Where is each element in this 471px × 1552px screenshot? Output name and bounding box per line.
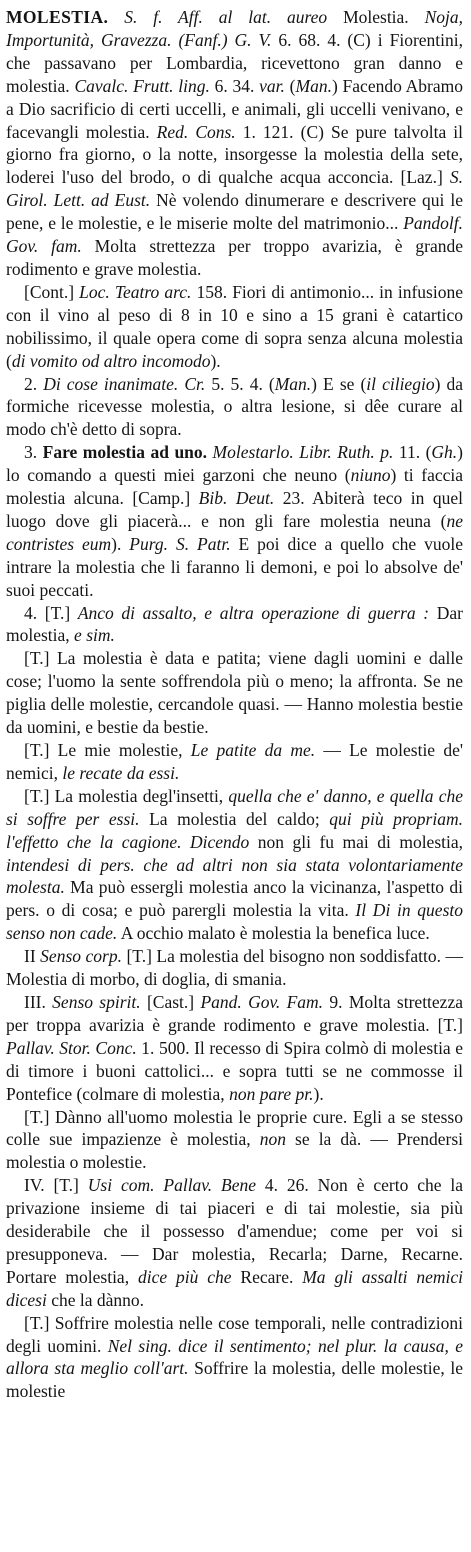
entry-text: [Cont.] (24, 281, 80, 302)
entry-text: 4. 26. Non è certo che la privazione insieme di tai piaceri e di tai molestie, sia più desiderabile che il possesso d'amendue; come per voi si presupponeva. — Dar molestia, Recarla; Darne, Recarne. Portare molestia, (6, 1175, 463, 1287)
italic-text: non (259, 1129, 286, 1150)
italic-text: intendesi di pers. che ad altri non sia stata volontariamente molesta. (6, 854, 463, 898)
entry-paragraph (6, 602, 463, 648)
italic-text: il ciliegio (366, 373, 435, 394)
italic-text: di vomito od altro incomodo (11, 350, 211, 371)
entry-text: [T.] La molestia è data e patita; viene dagli uomini e dalle cose; l'uomo la sente soffrendola più o meno; la affronta. Se ne piglia delle molestie, cercandole quasi. — Hanno molestia bestie da uomini, e bestie da bestie. (6, 648, 463, 738)
italic-text: Di cose inanimate. Cr. (43, 373, 206, 394)
italic-text: Purg. S. Patr. (129, 533, 231, 554)
entry-text: ) ti faccia molestia alcuna. [Camp.] (6, 465, 463, 509)
entry-text: [T.] La molestia del bisogno non soddisfatto. — Molestia di morbo, di doglia, di smania. (6, 946, 463, 990)
entry-paragraph (6, 739, 463, 785)
entry-text: non gli fu mai di molestia, (249, 831, 464, 852)
italic-text: S. Girol. Lett. ad Eust. (6, 167, 463, 211)
italic-text: Man. (295, 75, 332, 96)
entry-paragraph (6, 6, 463, 281)
italic-text: Nel sing. dice il sentimento; nel plur. la causa, e allora sta meglio coll'art. (6, 1335, 464, 1379)
entry-paragraph (6, 945, 463, 991)
italic-text: Senso corp. (40, 946, 122, 967)
entry-text: 1. 121. (C) Se pure talvolta il giorno fra giorno, o la notte, insorgesse la molestia della sete, loderei l'uso del brodo, o di qualche acqua acconcia. [Laz.] (6, 121, 463, 188)
italic-text: dice più che (137, 1266, 232, 1287)
entry-text: 2. (24, 373, 44, 394)
entry-paragraph (6, 1106, 463, 1175)
italic-text: Red. Cons. (156, 121, 236, 142)
entry-text: ) lo comando a questi miei garzoni che neuno ( (6, 442, 463, 486)
italic-text: e sim. (74, 625, 115, 646)
entry-paragraph (6, 647, 463, 739)
entry-text: ) da formiche ricevesse molestia, o altra lesione, si dêe curare al modo ch'è detto di sopra. (6, 373, 463, 440)
entry-paragraph (6, 441, 463, 601)
entry-text: II (24, 946, 41, 967)
entry-text: ). (111, 533, 130, 554)
italic-text: Dicendo (189, 831, 250, 852)
entry-text: IV. [T.] (24, 1175, 88, 1196)
entry-text: 158. Fiori di antimonio... in infusione con il vino al peso di 8 in 10 e sino a 15 grani è catartico nobilissimo, il quale opera come di sopra senza alcuna molestia ( (6, 281, 463, 371)
entry-text: ) Facendo Abramo a Dio sacrificio di certi uccelli, e animali, gli uccelli venivano, e facevangli molestia. (6, 75, 463, 142)
italic-text: S. f. Aff. al lat. aureo (124, 7, 328, 27)
entry-text: E poi dice a quello che vuole intrare la molestia che li faranno li demoni, e poi lo absolve de' suoi peccati. (6, 533, 464, 600)
bold-phrase: Fare molestia ad uno. (42, 442, 208, 463)
entry-text: se la dà. — Prendersi molestia o molestie. (6, 1129, 463, 1173)
entry-text: 9. Molta strettezza per troppa avarizia è grande rodimento e grave molestia. [T.] (6, 991, 463, 1035)
entry-text: La molestia del caldo; (139, 808, 330, 829)
entry-text: Ma può essergli molestia anco la vicinanza, l'aspetto di pers. o di cosa; e può parergli molestia la vita. (6, 877, 463, 921)
entry-text: che la dànno. (46, 1289, 145, 1310)
entry-paragraph (6, 281, 463, 373)
italic-text: le recate da essi. (62, 762, 180, 783)
entry-text (181, 832, 190, 852)
italic-text: Pallav. Stor. Conc. (6, 1037, 137, 1058)
entry-paragraph (6, 991, 463, 1106)
italic-text: Pand. Gov. Fam. (200, 991, 324, 1012)
italic-text: Molestarlo. Libr. Ruth. p. (212, 442, 394, 463)
italic-text: Pandolf. Gov. fam. (6, 213, 463, 257)
italic-text: qui più propriam. l'effetto che la cagione. (6, 808, 463, 852)
entry-text: ). (313, 1083, 324, 1104)
entry-text: Soffrire la molestia, delle molestie, le molestie (6, 1358, 463, 1402)
italic-text: Ma gli assalti nemici dicesi (6, 1266, 464, 1310)
entry-text: [T.] Le mie molestie, (24, 740, 191, 760)
entry-text: [T.] Soffrire molestia nelle cose temporali, nelle contradizioni degli uomini. (6, 1312, 463, 1356)
entry-text: Molta strettezza per troppo avarizia, è grande rodimento e grave molestia. (6, 236, 463, 279)
italic-text: var. (259, 75, 285, 96)
entry-text: 1. 500. Il recesso di Spira colmò di molestia e di timore i buoni cattolici... e sopra tutti se ne commosse il Pontefice (colmare di molestia, (6, 1037, 463, 1104)
italic-text: ne contristes eum (6, 510, 463, 554)
italic-text: Man. (274, 373, 312, 394)
entry-text: 6. 68. 4. (C) i Fiorentini, che passavano per Lombardia, ricevettono gran danno e molestia. (6, 29, 464, 96)
entry-paragraph (6, 1174, 463, 1311)
entry-text: Dar molestia, (6, 602, 464, 646)
entry-text: ( (284, 75, 296, 96)
entry-paragraph (6, 373, 463, 442)
italic-text: Loc. Teatro arc. (79, 281, 192, 302)
entry-text: [T.] Dànno all'uomo molestia le proprie cure. Egli a se stesso colle sue impazienze è molestia, (6, 1106, 463, 1150)
italic-text: Gh. (431, 442, 458, 463)
entry-text: Molestia. (327, 7, 425, 27)
entry-text: [T.] La molestia degl'insetti, (24, 785, 229, 806)
entry-text: — Le molestie de' nemici, (6, 740, 463, 783)
entry-paragraph (6, 785, 463, 945)
entry-text: ). (210, 350, 221, 371)
entry-text: A occhio malato è molestia la benefica luce. (117, 923, 430, 944)
entry-text: [Cast.] (140, 991, 201, 1012)
entry-text: 11. ( (393, 442, 432, 463)
italic-text: Noja, Importunità, Gravezza. (Fanf.) G. V. (6, 7, 463, 50)
italic-text: Cavalc. Frutt. ling. (74, 75, 210, 96)
italic-text: niuno (350, 465, 391, 486)
entry-text: 3. (24, 442, 43, 463)
entry-text: Nè volendo dinumerare e descrivere qui le pene, e le molestie, e le miserie molte del matrimonio... (6, 190, 464, 234)
entry-text: Recare. (231, 1266, 303, 1287)
italic-text: non pare pr. (229, 1083, 314, 1104)
italic-text: Bib. Deut. (198, 488, 275, 509)
italic-text: quella che e' danno, e quella che si soffre per essi. (6, 785, 463, 829)
italic-text: Anco di assalto, e altra operazione di guerra : (77, 602, 430, 623)
italic-text: Il Di in questo senso non cade. (6, 900, 463, 944)
italic-text: Usi com. Pallav. Bene (87, 1175, 257, 1196)
entry-text: 4. [T.] (24, 602, 78, 623)
italic-text: Le patite da me. (190, 740, 316, 760)
entry-text: 23. Abiterà teco in quel luogo dove gli piacerà... e non gli fare molestia neuna ( (6, 488, 463, 531)
entry-text: 5. 5. 4. ( (205, 373, 275, 394)
entry-text: 6. 34. (209, 75, 260, 96)
entry-text: ) E se ( (311, 373, 367, 394)
entry-text: III. (24, 991, 53, 1012)
entry-paragraph (6, 1312, 463, 1404)
entry-text (108, 7, 124, 27)
italic-text: Senso spirit. (52, 991, 141, 1012)
headword: MOLESTIA. (6, 7, 109, 27)
